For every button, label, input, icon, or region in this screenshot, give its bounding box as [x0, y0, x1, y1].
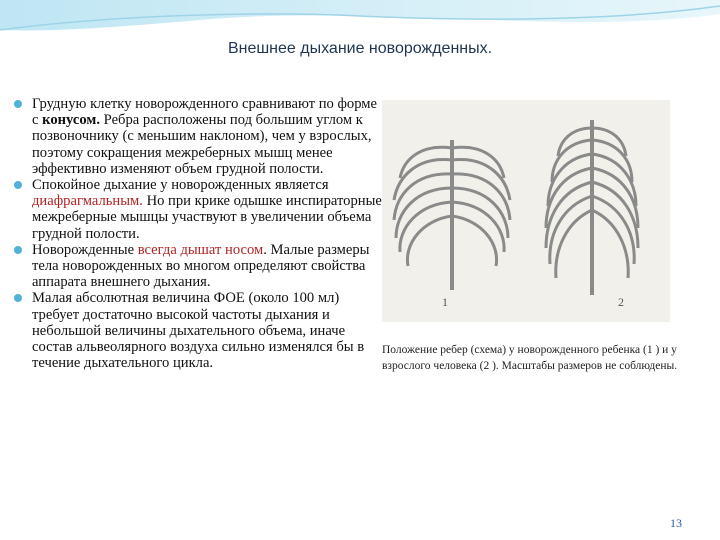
bullet-text: Малая абсолютная величина ФОЕ (около 100 мл) требует достаточно высокой частоты дыхания и небольшой величины дыхательного объема, иначе состав альвеолярного воздуха сильно изменялся бы в течение дыхательного цикла. [32, 290, 365, 372]
slide-title: Внешнее дыхание новорожденных. [227, 40, 493, 57]
bullet-dot-icon [14, 246, 22, 254]
bullet-dot-icon [14, 181, 22, 189]
bullet-text: Грудную клетку новорожденного сравнивают по форме с [32, 96, 378, 129]
rib-cage-figure [382, 100, 670, 322]
bullet-text: всегда дышат носом [137, 241, 264, 258]
bullet-text: . Малые размеры тела новорожденных во многом определяют свойства аппарата внешнего дыхания. [32, 241, 370, 291]
bullet-text: диафрагмальным. [32, 193, 143, 210]
newborn-rib-cage [394, 140, 510, 290]
figure-label-1: 1 [442, 295, 448, 309]
bullet-item [14, 177, 382, 242]
adult-rib-cage [546, 120, 638, 295]
bullet-text: Спокойное дыхание у новорожденных является [32, 177, 329, 194]
bullet-text: Новорожденные [32, 241, 138, 258]
bullet-item [14, 96, 382, 177]
bullet-text: Но при крике одышке инспираторные межреберные мышцы участвуют в увеличении объема грудной полости. [32, 193, 382, 242]
bullet-text: конусом. [42, 112, 100, 129]
figure-caption: Положение ребер (схема) у новорожденного ребенка (1 ) и у взрослого человека (2 ). Масштабы размеров не соблюдены. [382, 344, 678, 372]
bullet-dot-icon [14, 294, 22, 302]
bullet-list [14, 96, 382, 371]
figure-label-2: 2 [618, 295, 624, 309]
bullet-item [14, 290, 382, 371]
bullet-item [14, 242, 382, 291]
bullet-text: Ребра расположены под большим углом к позвоночнику (с меньшим наклоном), чем у взрослых, поэтому сокращения межреберных мышц менее эффективно изменяют объем грудной полости. [32, 112, 372, 177]
bullet-dot-icon [14, 100, 22, 108]
page-number: 13 [670, 516, 682, 530]
